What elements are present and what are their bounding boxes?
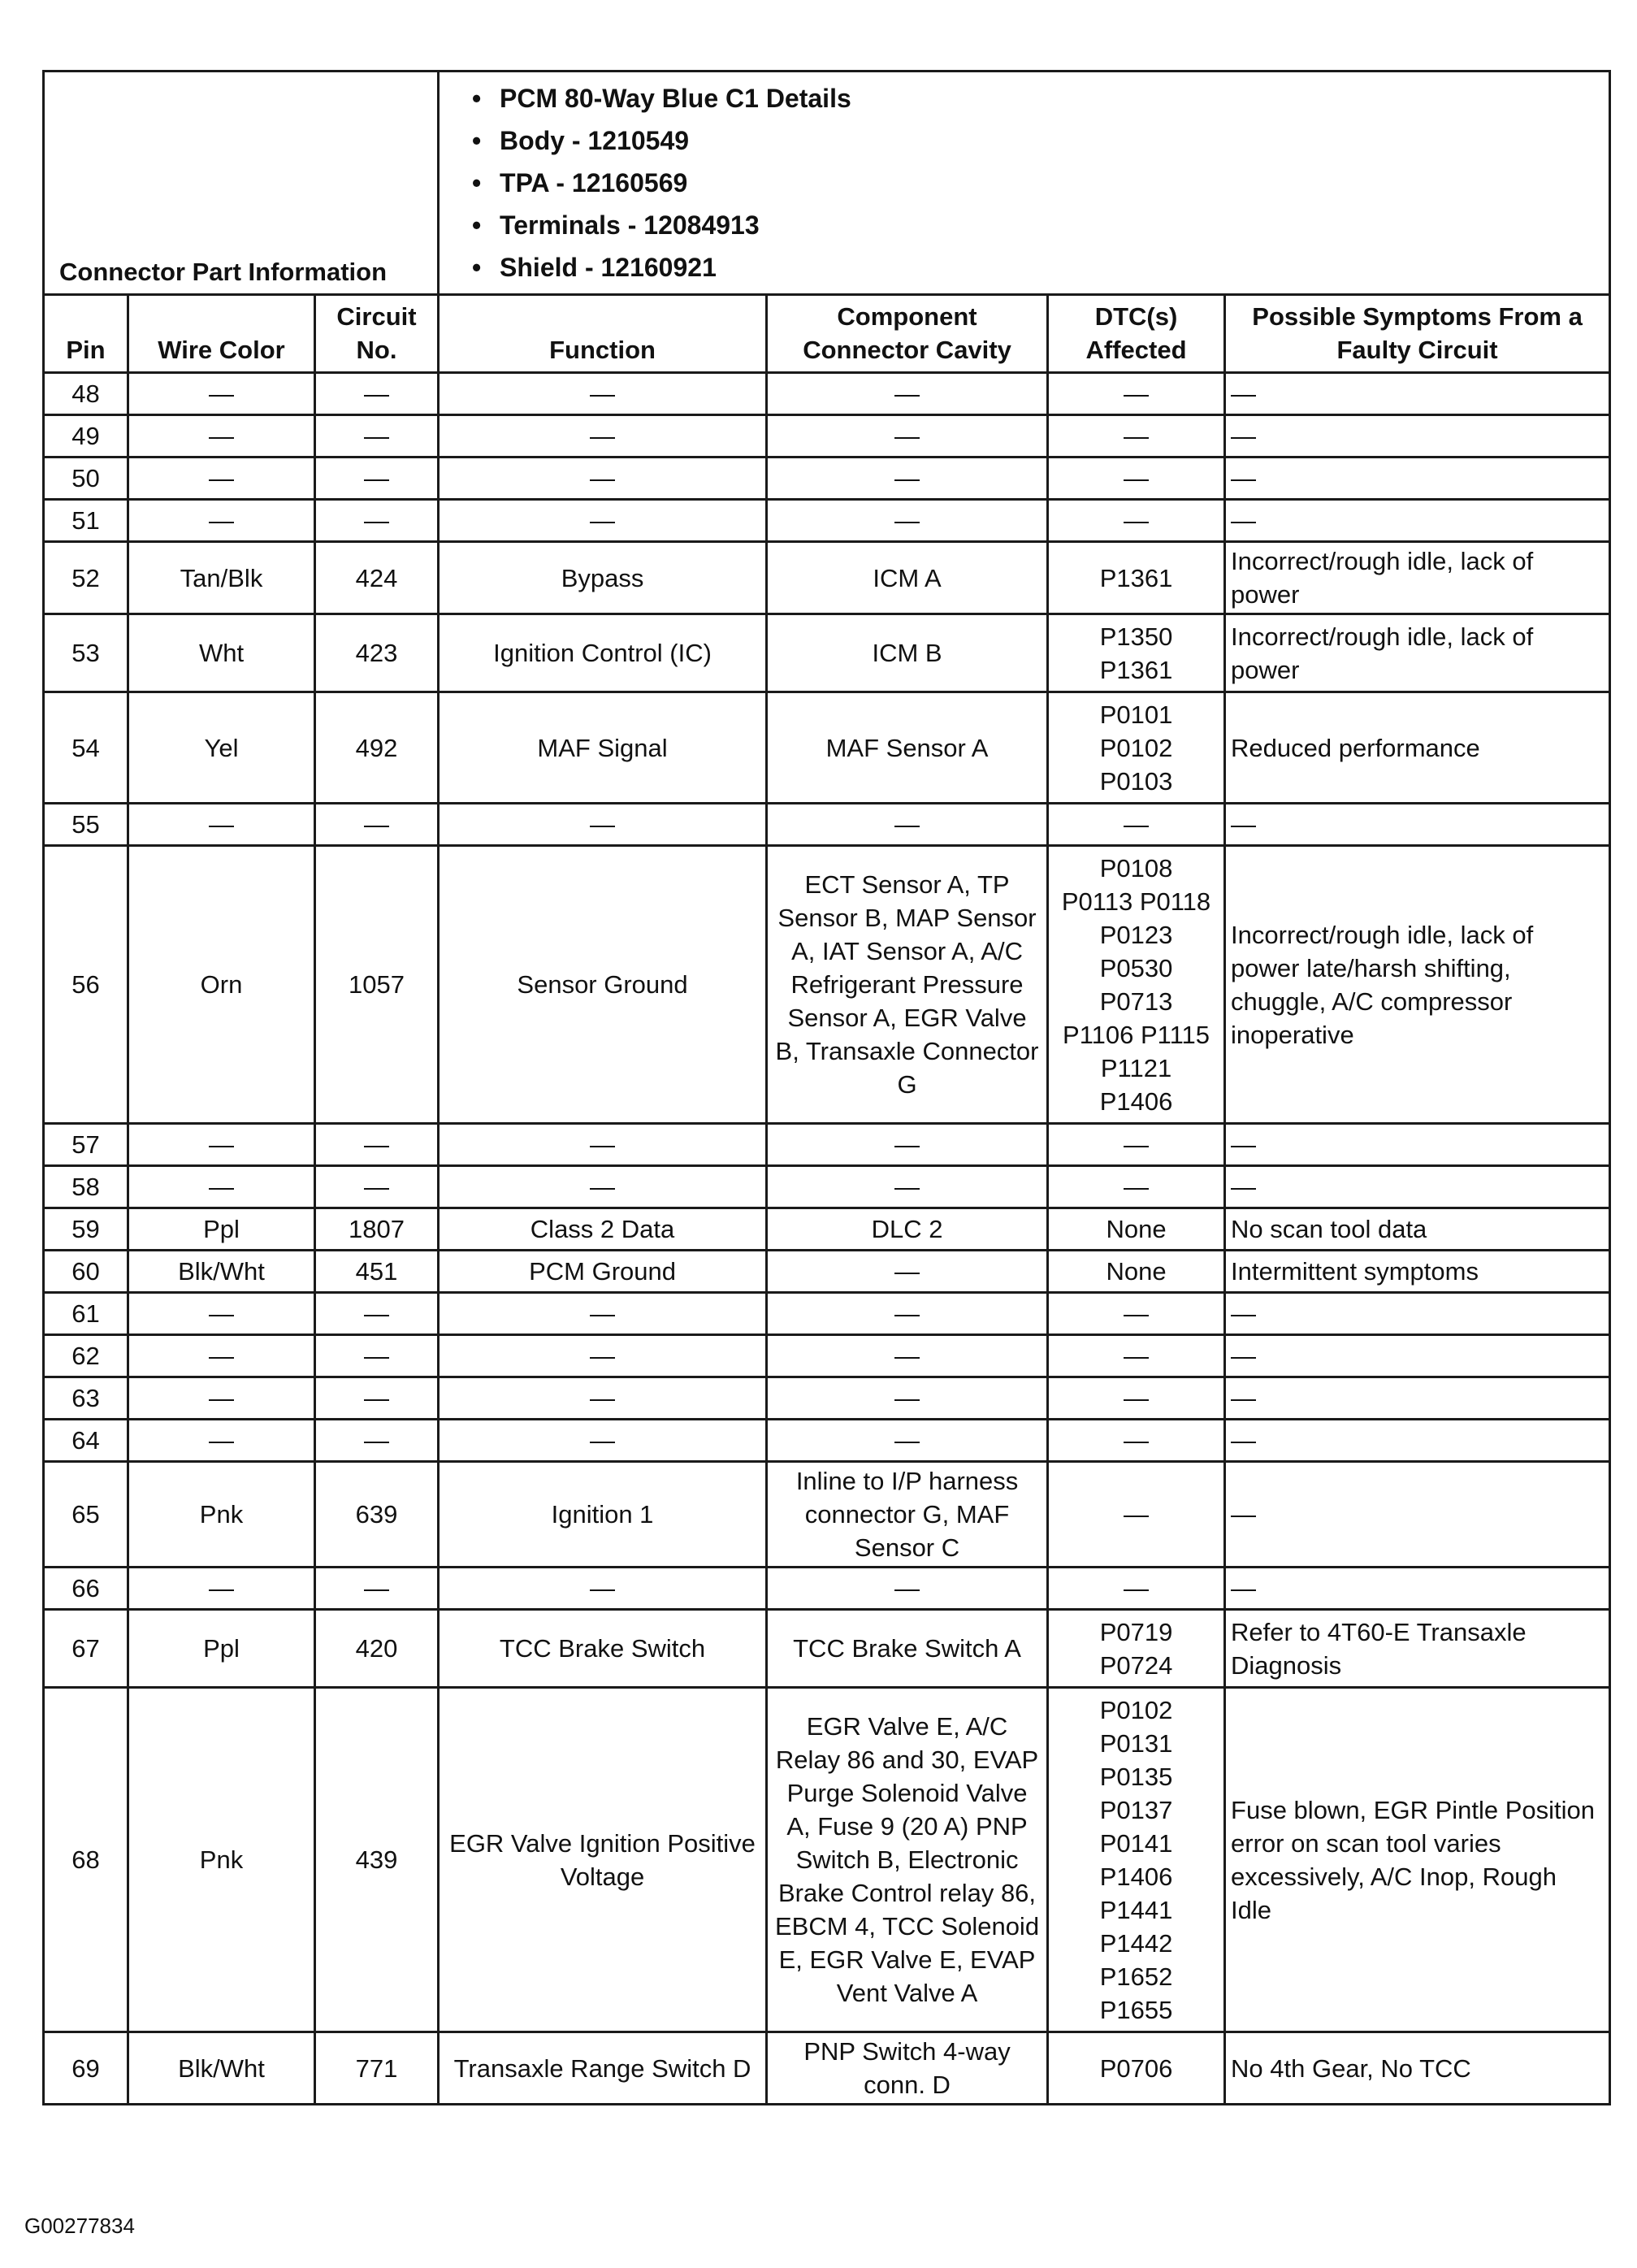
- function-cell: —: [439, 500, 767, 542]
- dtc-cell: —: [1048, 804, 1225, 846]
- connector-details-list: [472, 77, 1609, 288]
- circuit-no-cell: —: [315, 1420, 439, 1462]
- wire-color-cell: —: [128, 458, 315, 500]
- wire-color-cell: Blk/Wht: [128, 1251, 315, 1293]
- header-circuit-no: Circuit No.: [315, 295, 439, 373]
- wire-color-cell: Pnk: [128, 1688, 315, 2032]
- function-cell: Bypass: [439, 542, 767, 614]
- component-cavity-cell: DLC 2: [767, 1208, 1048, 1251]
- component-cavity-cell: —: [767, 1293, 1048, 1335]
- symptoms-cell: —: [1225, 1462, 1610, 1568]
- function-cell: Transaxle Range Switch D: [439, 2032, 767, 2105]
- function-cell: —: [439, 1377, 767, 1420]
- symptoms-cell: Intermittent symptoms: [1225, 1251, 1610, 1293]
- table-row: [44, 804, 1610, 846]
- symptoms-cell: Reduced performance: [1225, 692, 1610, 804]
- connector-table: [42, 70, 1611, 2105]
- wire-color-cell: Orn: [128, 846, 315, 1124]
- function-cell: Sensor Ground: [439, 846, 767, 1124]
- circuit-no-cell: 420: [315, 1610, 439, 1688]
- header-dtc-affected: DTC(s) Affected: [1048, 295, 1225, 373]
- component-cavity-cell: —: [767, 1377, 1048, 1420]
- wire-color-cell: Wht: [128, 614, 315, 692]
- table-row: [44, 1377, 1610, 1420]
- dtc-cell: —: [1048, 1124, 1225, 1166]
- function-cell: —: [439, 804, 767, 846]
- table-row: [44, 1293, 1610, 1335]
- component-cavity-cell: —: [767, 804, 1048, 846]
- symptoms-cell: —: [1225, 1293, 1610, 1335]
- component-cavity-cell: —: [767, 1124, 1048, 1166]
- pin-cell: 63: [44, 1377, 128, 1420]
- pin-cell: 52: [44, 542, 128, 614]
- wire-color-cell: Ppl: [128, 1610, 315, 1688]
- symptoms-cell: —: [1225, 500, 1610, 542]
- wire-color-cell: —: [128, 1568, 315, 1610]
- symptoms-cell: —: [1225, 373, 1610, 415]
- symptoms-cell: —: [1225, 1377, 1610, 1420]
- table-row: [44, 1335, 1610, 1377]
- table-row: [44, 1610, 1610, 1688]
- wire-color-cell: Ppl: [128, 1208, 315, 1251]
- function-cell: PCM Ground: [439, 1251, 767, 1293]
- header-possible-symptoms: Possible Symptoms From a Faulty Circuit: [1225, 295, 1610, 373]
- pin-cell: 48: [44, 373, 128, 415]
- connector-detail-item: • Shield - 12160921: [472, 246, 1609, 288]
- symptoms-cell: Incorrect/rough idle, lack of power late/harsh shifting, chuggle, A/C compressor inoperative: [1225, 846, 1610, 1124]
- symptoms-cell: Incorrect/rough idle, lack of power: [1225, 542, 1610, 614]
- pin-cell: 49: [44, 415, 128, 458]
- circuit-no-cell: —: [315, 1166, 439, 1208]
- component-cavity-cell: —: [767, 373, 1048, 415]
- pin-cell: 57: [44, 1124, 128, 1166]
- dtc-cell: —: [1048, 1462, 1225, 1568]
- pin-cell: 60: [44, 1251, 128, 1293]
- circuit-no-cell: 451: [315, 1251, 439, 1293]
- symptoms-cell: —: [1225, 1166, 1610, 1208]
- dtc-cell: —: [1048, 1293, 1225, 1335]
- circuit-no-cell: 492: [315, 692, 439, 804]
- symptoms-cell: Fuse blown, EGR Pintle Position error on scan tool varies excessively, A/C Inop, Rough Idle: [1225, 1688, 1610, 2032]
- function-cell: EGR Valve Ignition Positive Voltage: [439, 1688, 767, 2032]
- symptoms-cell: Incorrect/rough idle, lack of power: [1225, 614, 1610, 692]
- component-cavity-cell: ICM A: [767, 542, 1048, 614]
- circuit-no-cell: —: [315, 500, 439, 542]
- symptoms-cell: —: [1225, 1420, 1610, 1462]
- symptoms-cell: —: [1225, 1568, 1610, 1610]
- circuit-no-cell: —: [315, 1377, 439, 1420]
- connector-detail-item: • Terminals - 12084913: [472, 204, 1609, 246]
- dtc-cell: P1350 P1361: [1048, 614, 1225, 692]
- wire-color-cell: —: [128, 1420, 315, 1462]
- dtc-cell: None: [1048, 1251, 1225, 1293]
- pin-cell: 66: [44, 1568, 128, 1610]
- connector-detail-item: • Body - 1210549: [472, 119, 1609, 162]
- connector-part-info-label: Connector Part Information: [44, 72, 439, 295]
- circuit-no-cell: —: [315, 1124, 439, 1166]
- function-cell: Class 2 Data: [439, 1208, 767, 1251]
- header-wire-color: Wire Color: [128, 295, 315, 373]
- pin-cell: 55: [44, 804, 128, 846]
- pin-cell: 50: [44, 458, 128, 500]
- dtc-cell: —: [1048, 415, 1225, 458]
- wire-color-cell: —: [128, 1124, 315, 1166]
- function-cell: —: [439, 1293, 767, 1335]
- symptoms-cell: —: [1225, 1335, 1610, 1377]
- wire-color-cell: —: [128, 1377, 315, 1420]
- dtc-cell: —: [1048, 1568, 1225, 1610]
- dtc-cell: —: [1048, 1335, 1225, 1377]
- function-cell: MAF Signal: [439, 692, 767, 804]
- dtc-cell: —: [1048, 373, 1225, 415]
- pin-cell: 65: [44, 1462, 128, 1568]
- wire-color-cell: Blk/Wht: [128, 2032, 315, 2105]
- circuit-no-cell: —: [315, 458, 439, 500]
- component-cavity-cell: —: [767, 1335, 1048, 1377]
- table-row: [44, 373, 1610, 415]
- connector-table-sheet: [42, 70, 1609, 2105]
- wire-color-cell: —: [128, 500, 315, 542]
- table-row: [44, 1568, 1610, 1610]
- component-cavity-cell: PNP Switch 4-way conn. D: [767, 2032, 1048, 2105]
- dtc-cell: P1361: [1048, 542, 1225, 614]
- circuit-no-cell: —: [315, 373, 439, 415]
- dtc-cell: —: [1048, 458, 1225, 500]
- circuit-no-cell: 439: [315, 1688, 439, 2032]
- component-cavity-cell: —: [767, 1251, 1048, 1293]
- table-row: [44, 614, 1610, 692]
- wire-color-cell: —: [128, 415, 315, 458]
- pin-cell: 68: [44, 1688, 128, 2032]
- pin-cell: 61: [44, 1293, 128, 1335]
- wire-color-cell: Tan/Blk: [128, 542, 315, 614]
- symptoms-cell: No 4th Gear, No TCC: [1225, 2032, 1610, 2105]
- header-pin: Pin: [44, 295, 128, 373]
- component-cavity-cell: ICM B: [767, 614, 1048, 692]
- table-row: [44, 1462, 1610, 1568]
- component-cavity-cell: —: [767, 1420, 1048, 1462]
- table-row: [44, 1251, 1610, 1293]
- table-row: [44, 1208, 1610, 1251]
- figure-id: G00277834: [24, 2214, 135, 2238]
- component-cavity-cell: —: [767, 458, 1048, 500]
- function-cell: —: [439, 373, 767, 415]
- table-body: [44, 373, 1610, 2105]
- symptoms-cell: —: [1225, 804, 1610, 846]
- pin-cell: 64: [44, 1420, 128, 1462]
- component-cavity-cell: —: [767, 1568, 1048, 1610]
- connector-detail-item: • TPA - 12160569: [472, 162, 1609, 204]
- table-row: [44, 1166, 1610, 1208]
- component-cavity-cell: Inline to I/P harness connector G, MAF Sensor C: [767, 1462, 1048, 1568]
- circuit-no-cell: 771: [315, 2032, 439, 2105]
- table-row: [44, 415, 1610, 458]
- dtc-cell: None: [1048, 1208, 1225, 1251]
- table-row: [44, 1124, 1610, 1166]
- pin-cell: 56: [44, 846, 128, 1124]
- function-cell: TCC Brake Switch: [439, 1610, 767, 1688]
- table-row: [44, 500, 1610, 542]
- wire-color-cell: —: [128, 373, 315, 415]
- circuit-no-cell: 639: [315, 1462, 439, 1568]
- dtc-cell: —: [1048, 1420, 1225, 1462]
- table-row: [44, 2032, 1610, 2105]
- function-cell: —: [439, 1166, 767, 1208]
- function-cell: —: [439, 1124, 767, 1166]
- dtc-cell: P0706: [1048, 2032, 1225, 2105]
- wire-color-cell: Yel: [128, 692, 315, 804]
- component-cavity-cell: EGR Valve E, A/C Relay 86 and 30, EVAP Purge Solenoid Valve A, Fuse 9 (20 A) PNP Switch B, Electronic Brake Control relay 86, EBCM 4, TCC Solenoid E, EGR Valve E, EVAP Vent Valve A: [767, 1688, 1048, 2032]
- table-row: [44, 1420, 1610, 1462]
- pin-cell: 62: [44, 1335, 128, 1377]
- pin-cell: 58: [44, 1166, 128, 1208]
- component-cavity-cell: MAF Sensor A: [767, 692, 1048, 804]
- circuit-no-cell: —: [315, 1568, 439, 1610]
- circuit-no-cell: —: [315, 1335, 439, 1377]
- circuit-no-cell: 1057: [315, 846, 439, 1124]
- component-cavity-cell: TCC Brake Switch A: [767, 1610, 1048, 1688]
- header-component-cavity: Component Connector Cavity: [767, 295, 1048, 373]
- symptoms-cell: —: [1225, 415, 1610, 458]
- circuit-no-cell: 1807: [315, 1208, 439, 1251]
- connector-detail-item: • PCM 80-Way Blue C1 Details: [472, 77, 1609, 119]
- pin-cell: 53: [44, 614, 128, 692]
- wire-color-cell: —: [128, 1335, 315, 1377]
- wire-color-cell: Pnk: [128, 1462, 315, 1568]
- function-cell: —: [439, 458, 767, 500]
- component-cavity-cell: —: [767, 415, 1048, 458]
- symptoms-cell: No scan tool data: [1225, 1208, 1610, 1251]
- pin-cell: 59: [44, 1208, 128, 1251]
- circuit-no-cell: —: [315, 1293, 439, 1335]
- pin-cell: 69: [44, 2032, 128, 2105]
- dtc-cell: P0102 P0131 P0135 P0137 P0141 P1406 P1441 P1442 P1652 P1655: [1048, 1688, 1225, 2032]
- circuit-no-cell: —: [315, 415, 439, 458]
- table-row: [44, 458, 1610, 500]
- function-cell: —: [439, 1335, 767, 1377]
- symptoms-cell: Refer to 4T60-E Transaxle Diagnosis: [1225, 1610, 1610, 1688]
- dtc-cell: P0101 P0102 P0103: [1048, 692, 1225, 804]
- dtc-cell: —: [1048, 1166, 1225, 1208]
- table-row: [44, 846, 1610, 1124]
- function-cell: Ignition Control (IC): [439, 614, 767, 692]
- dtc-cell: P0719 P0724: [1048, 1610, 1225, 1688]
- dtc-cell: P0108 P0113 P0118 P0123 P0530 P0713 P1106 P1115 P1121 P1406: [1048, 846, 1225, 1124]
- circuit-no-cell: 423: [315, 614, 439, 692]
- circuit-no-cell: 424: [315, 542, 439, 614]
- connector-details-cell: [439, 72, 1610, 295]
- function-cell: —: [439, 1568, 767, 1610]
- function-cell: —: [439, 415, 767, 458]
- symptoms-cell: —: [1225, 1124, 1610, 1166]
- component-cavity-cell: ECT Sensor A, TP Sensor B, MAP Sensor A, IAT Sensor A, A/C Refrigerant Pressure Sensor A, EGR Valve B, Transaxle Connector G: [767, 846, 1048, 1124]
- dtc-cell: —: [1048, 500, 1225, 542]
- table-row: [44, 1688, 1610, 2032]
- component-cavity-cell: —: [767, 500, 1048, 542]
- dtc-cell: —: [1048, 1377, 1225, 1420]
- header-function: Function: [439, 295, 767, 373]
- table-row: [44, 542, 1610, 614]
- pin-cell: 54: [44, 692, 128, 804]
- circuit-no-cell: —: [315, 804, 439, 846]
- table-row: [44, 692, 1610, 804]
- wire-color-cell: —: [128, 804, 315, 846]
- pin-cell: 67: [44, 1610, 128, 1688]
- symptoms-cell: —: [1225, 458, 1610, 500]
- pin-cell: 51: [44, 500, 128, 542]
- wire-color-cell: —: [128, 1166, 315, 1208]
- function-cell: Ignition 1: [439, 1462, 767, 1568]
- function-cell: —: [439, 1420, 767, 1462]
- wire-color-cell: —: [128, 1293, 315, 1335]
- component-cavity-cell: —: [767, 1166, 1048, 1208]
